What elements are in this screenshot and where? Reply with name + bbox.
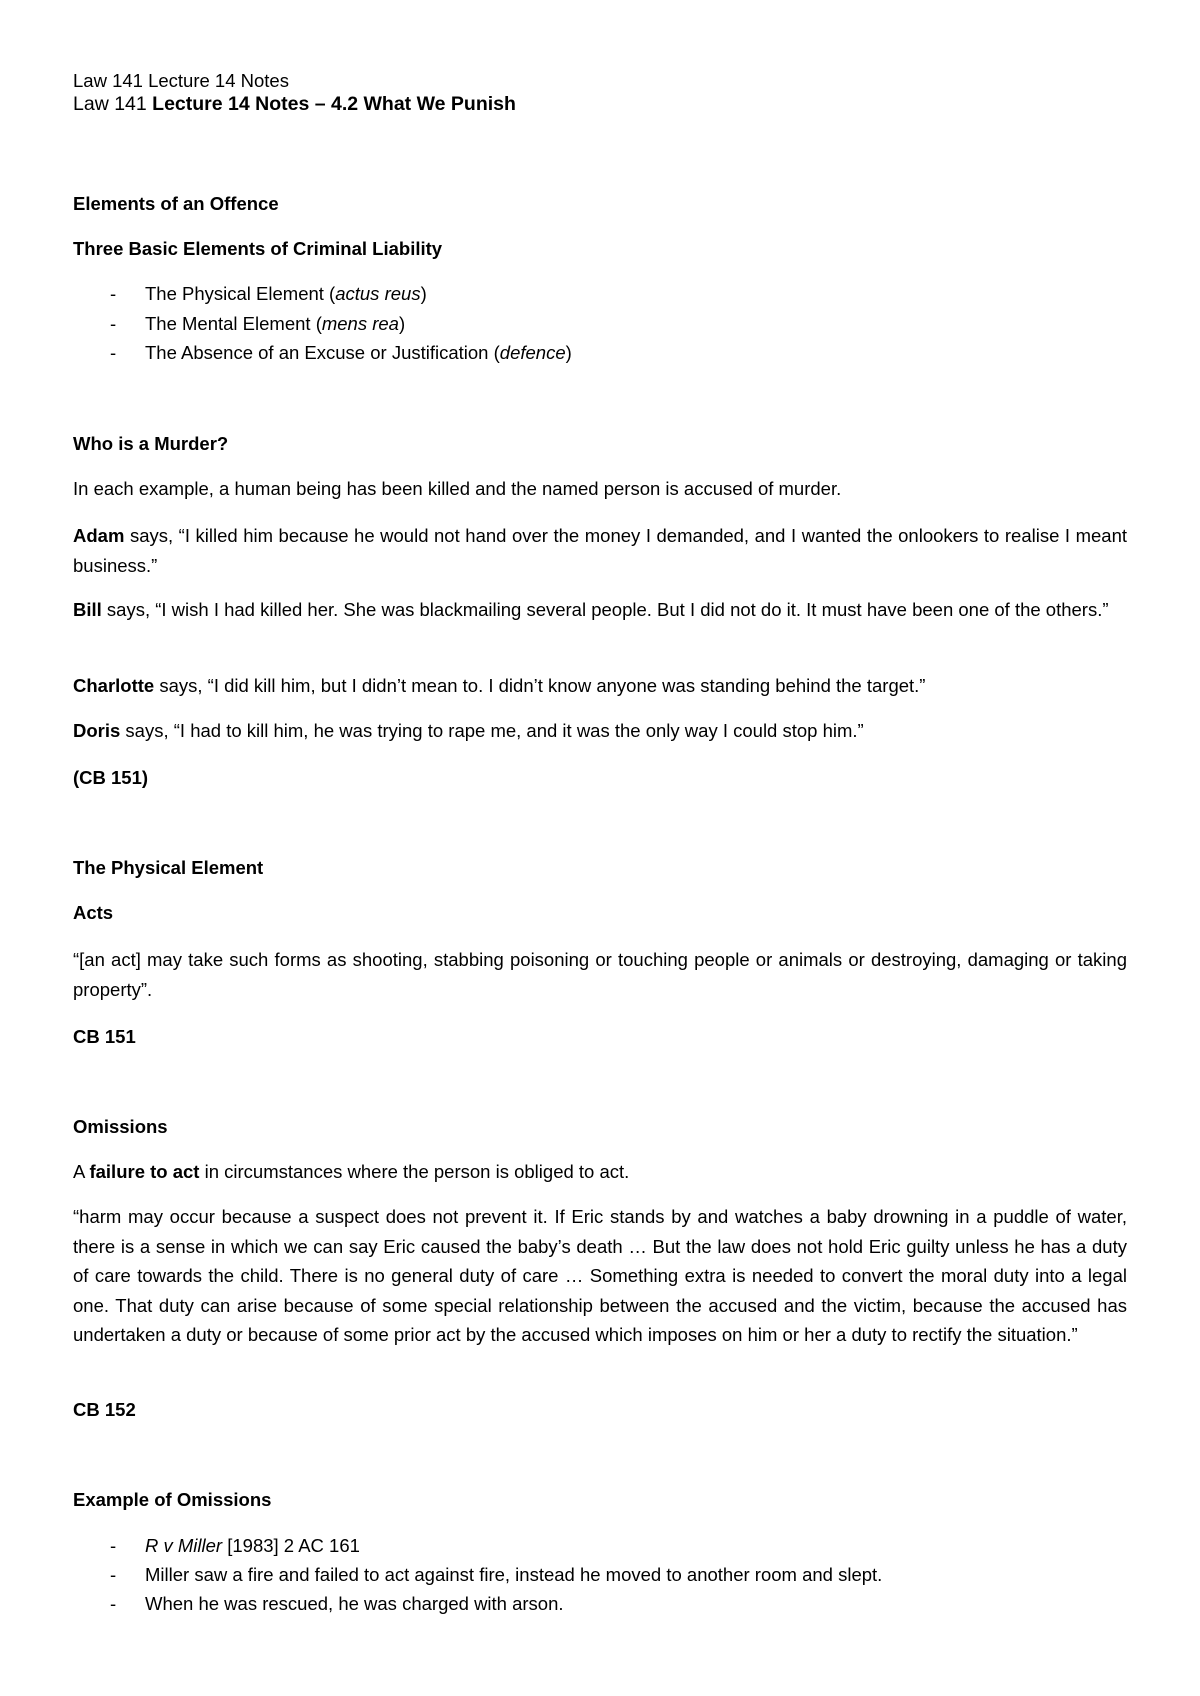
list-item-text: When he was rescued, he was charged with arson. bbox=[145, 1593, 564, 1614]
acts-quote: “[an act] may take such forms as shooting, stabbing poisoning or touching people or animals or destroying, damaging or taking property”. bbox=[73, 949, 1127, 1000]
speaker-quote: says, “I wish I had killed her. She was blackmailing several people. But I did not do it. It must have been one of the others.” bbox=[101, 599, 1109, 620]
speaker-name: Adam bbox=[73, 525, 125, 546]
title-part-3: – 4.2 What We Punish bbox=[309, 93, 516, 115]
list-item-text: The Mental Element ( bbox=[145, 313, 322, 334]
list-item-text: The Absence of an Excuse or Justification ( bbox=[145, 342, 500, 363]
citation-cb152: CB 152 bbox=[73, 1399, 136, 1420]
list-item-text-end: ) bbox=[565, 342, 572, 363]
heading-omissions: Omissions bbox=[73, 1116, 168, 1137]
title-part-2: Lecture 14 Notes bbox=[152, 93, 310, 115]
speaker-name: Doris bbox=[73, 720, 121, 741]
example-charlotte bbox=[73, 671, 1127, 701]
case-citation: [1983] 2 AC 161 bbox=[222, 1535, 360, 1556]
citation-cb151-acts: CB 151 bbox=[73, 1026, 136, 1047]
definition-text-end: in circumstances where the person is obliged to act. bbox=[199, 1161, 630, 1182]
omissions-quote: “harm may occur because a suspect does not prevent it. If Eric stands by and watches a baby drowning in a puddle of water, there is a sense in which we can say Eric caused the baby’s death … But the law does not hold Eric guilty unless he has a duty of care towards the child. There is no general duty of care … Something extra is needed to convert the moral duty into a legal one. That duty can arise because of some special relationship between the accused and the victim, because the accused has undertaken a duty or because of some prior act by the accused which imposes on him or her a duty to rectify the situation.” bbox=[73, 1206, 1127, 1345]
list-dash: - bbox=[110, 342, 117, 363]
list-item-emphasis: actus reus bbox=[335, 283, 421, 304]
heading-example-omissions: Example of Omissions bbox=[73, 1489, 272, 1510]
heading-physical-element: The Physical Element bbox=[73, 857, 264, 878]
heading-elements-of-offence: Elements of an Offence bbox=[73, 193, 279, 214]
definition-term: failure to act bbox=[89, 1161, 200, 1182]
definition-text: A bbox=[73, 1161, 90, 1182]
speaker-quote: says, “I had to kill him, he was trying to rape me, and it was the only way I could stop him.” bbox=[120, 720, 864, 741]
heading-who-is-murder: Who is a Murder? bbox=[73, 433, 229, 454]
list-item-text: The Physical Element ( bbox=[145, 283, 336, 304]
case-name: R v Miller bbox=[145, 1535, 223, 1556]
running-title: Law 141 Lecture 14 Notes bbox=[73, 70, 289, 91]
list-dash: - bbox=[110, 313, 117, 334]
list-item-text: Miller saw a fire and failed to act against fire, instead he moved to another room and slept. bbox=[145, 1564, 883, 1585]
subheading-three-basic-elements: Three Basic Elements of Criminal Liability bbox=[73, 238, 443, 259]
list-dash: - bbox=[110, 1564, 117, 1585]
speaker-name: Charlotte bbox=[73, 675, 155, 696]
speaker-name: Bill bbox=[73, 599, 102, 620]
list-item-text-end: ) bbox=[398, 313, 406, 334]
speaker-quote: says, “I did kill him, but I didn’t mean to. I didn’t know anyone was standing behind the target.” bbox=[154, 675, 926, 696]
list-dash: - bbox=[110, 283, 117, 304]
list-dash: - bbox=[110, 1593, 117, 1614]
subheading-acts: Acts bbox=[73, 902, 114, 923]
omissions-definition bbox=[73, 1160, 629, 1184]
citation-cb151-murder: (CB 151) bbox=[73, 767, 149, 788]
list-item-emphasis: mens rea bbox=[321, 313, 399, 334]
example-adam bbox=[73, 521, 1127, 580]
list-item-emphasis: defence bbox=[499, 342, 566, 363]
list-item-text-end: ) bbox=[420, 283, 427, 304]
murder-intro: In each example, a human being has been killed and the named person is accused of murder. bbox=[73, 478, 842, 499]
speaker-quote: says, “I killed him because he would not hand over the money I demanded, and I wanted the onlookers to realise I meant business.” bbox=[73, 525, 1127, 576]
list-dash: - bbox=[110, 1535, 117, 1556]
example-bill bbox=[73, 595, 1127, 625]
title-part-1: Law 141 bbox=[73, 93, 153, 115]
document-title bbox=[73, 92, 516, 116]
example-doris bbox=[73, 716, 1127, 746]
